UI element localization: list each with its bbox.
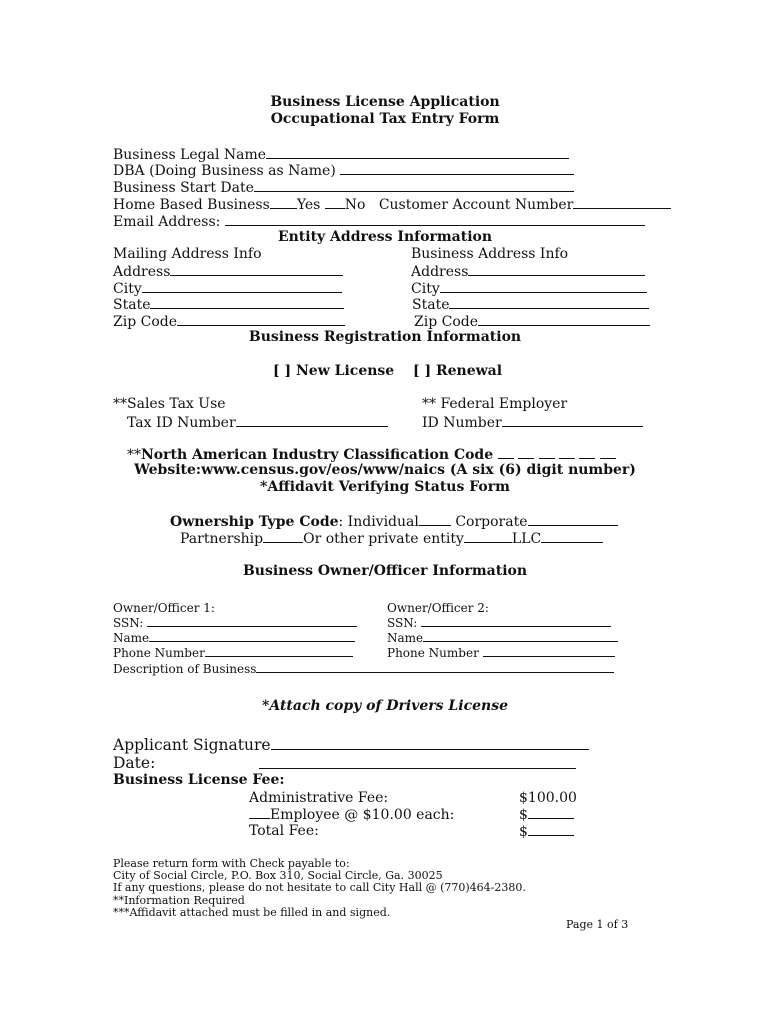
employee-count-field[interactable] (249, 806, 270, 819)
home-based-label: Home Based Business (113, 197, 270, 213)
business-state-row (412, 296, 649, 314)
total-fee-field[interactable] (528, 823, 574, 836)
home-based-yes-field[interactable] (270, 196, 297, 209)
mailing-city-label: City (113, 281, 142, 297)
date-label: Date: (113, 754, 156, 772)
naics-digit-field[interactable] (579, 446, 595, 459)
naics-prefix: ** (127, 447, 141, 463)
ownership-row-2 (180, 530, 603, 548)
officer2-phone-label: Phone Number (387, 646, 479, 660)
dba-row (113, 162, 574, 180)
page-title: Business License Application (270, 94, 500, 110)
sales-tax-id-field[interactable] (236, 414, 388, 427)
naics-digit-field[interactable] (600, 446, 616, 459)
employee-fee-row (249, 806, 454, 824)
footer-line: ***Affidavit attached must be filled in and signed. (113, 906, 391, 919)
signature-field[interactable] (271, 736, 589, 750)
business-city-label: City (411, 281, 440, 297)
customer-account-label: Customer Account Number (378, 197, 574, 213)
total-fee-label: Total Fee: (249, 823, 319, 839)
business-state-label: State (412, 297, 450, 313)
officer1-name-field[interactable] (149, 631, 355, 642)
officer1-phone-field[interactable] (205, 646, 353, 657)
home-based-no-field[interactable] (325, 196, 345, 209)
officer1-phone-label: Phone Number (113, 646, 205, 660)
business-state-field[interactable] (449, 296, 649, 309)
officer2-ssn-field[interactable] (421, 616, 611, 627)
footer-line: If any questions, please do not hesitate to call City Hall @ (770)464-2380. (113, 881, 526, 894)
dba-field[interactable] (340, 162, 574, 175)
mailing-zip-field[interactable] (177, 313, 345, 326)
business-zip-field[interactable] (478, 313, 650, 326)
mailing-state-label: State (113, 297, 151, 313)
federal-id-field[interactable] (502, 414, 643, 427)
naics-digit-field[interactable] (559, 446, 575, 459)
new-license-checkbox[interactable]: [ ] New License (273, 363, 395, 379)
legal-name-label: Business Legal Name (113, 147, 267, 163)
description-row (113, 662, 614, 677)
officer2-ssn-label: SSN: (387, 616, 418, 630)
llc-label: LLC (511, 531, 542, 547)
mailing-city-field[interactable] (142, 280, 342, 293)
officer2-heading: Owner/Officer 2: (387, 601, 489, 615)
federal-id-row (422, 414, 643, 432)
date-field[interactable] (259, 768, 576, 769)
corporate-label: Corporate (455, 514, 528, 530)
sales-tax-id-label: Tax ID Number (127, 415, 236, 431)
naics-website: Website:www.census.gov/eos/www/naics (A six (6) digit number) (134, 462, 636, 478)
yes-label: Yes (296, 197, 321, 213)
total-fee-amount-row (519, 823, 574, 841)
page-number: Page 1 of 3 (566, 918, 629, 931)
employee-dollar-sign: $ (519, 807, 528, 823)
officers-heading: Business Owner/Officer Information (242, 563, 528, 579)
footer-line: Please return form with Check payable to: (113, 857, 350, 870)
mailing-address-row (113, 263, 343, 281)
affidavit-status-form: *Affidavit Verifying Status Form (260, 479, 510, 495)
dba-label: DBA (Doing Business as Name) (113, 163, 336, 179)
business-city-field[interactable] (440, 280, 647, 293)
mailing-zip-label: Zip Code (113, 314, 178, 330)
no-label: No (344, 197, 366, 213)
partnership-label: Partnership (180, 531, 264, 547)
date-row (113, 754, 155, 772)
naics-digit-field[interactable] (539, 446, 555, 459)
signature-row (113, 736, 589, 754)
renewal-checkbox[interactable]: [ ] Renewal (413, 363, 503, 379)
employee-fee-amount-row (519, 806, 574, 824)
other-entity-field[interactable] (464, 530, 512, 543)
federal-id-label: ID Number (422, 415, 502, 431)
mailing-state-row (113, 296, 344, 314)
admin-fee-label: Administrative Fee: (249, 790, 389, 806)
business-address-field[interactable] (468, 263, 645, 276)
employee-fee-field[interactable] (528, 806, 574, 819)
officer1-heading: Owner/Officer 1: (113, 601, 215, 615)
page-subtitle: Occupational Tax Entry Form (270, 111, 500, 127)
naics-digit-field[interactable] (498, 446, 514, 459)
fee-heading: Business License Fee: (113, 772, 285, 788)
other-entity-label: Or other private entity (303, 531, 464, 547)
footer-line: City of Social Circle, P.O. Box 310, Social Circle, Ga. 30025 (113, 869, 443, 882)
signature-label: Applicant Signature (113, 736, 271, 754)
officer2-phone-row (387, 646, 615, 661)
footer-line: **Information Required (113, 894, 245, 907)
corporate-field[interactable] (528, 513, 618, 526)
business-address-label: Address (411, 264, 469, 280)
start-date-field[interactable] (254, 179, 574, 192)
total-dollar-sign: $ (519, 824, 528, 840)
description-field[interactable] (256, 662, 614, 673)
customer-account-field[interactable] (573, 196, 671, 209)
attach-license-note: *Attach copy of Drivers License (262, 698, 508, 714)
address-heading: Entity Address Information (277, 229, 493, 245)
employee-fee-label: Employee @ $10.00 each: (270, 807, 455, 823)
officer1-ssn-field[interactable] (147, 616, 357, 627)
registration-heading: Business Registration Information (248, 329, 522, 345)
admin-fee-amount: $100.00 (519, 790, 577, 806)
partnership-field[interactable] (263, 530, 303, 543)
officer2-name-row (387, 631, 618, 646)
officer1-phone-row (113, 646, 353, 661)
individual-label: : Individual (338, 514, 419, 530)
email-label: Email Address: (113, 214, 221, 230)
officer1-name-label: Name (113, 631, 150, 645)
individual-field[interactable] (419, 513, 451, 526)
officer1-ssn-label: SSN: (113, 616, 144, 630)
business-address-heading: Business Address Info (411, 246, 569, 262)
start-date-row (113, 179, 574, 197)
business-zip-label: Zip Code (414, 314, 479, 330)
officer2-name-field[interactable] (423, 631, 618, 642)
start-date-label: Business Start Date (113, 180, 254, 196)
business-address-row (411, 263, 645, 281)
mailing-heading: Mailing Address Info (113, 246, 262, 262)
mailing-state-field[interactable] (150, 296, 344, 309)
officer2-phone-field[interactable] (483, 646, 615, 657)
home-based-row (113, 196, 671, 214)
ownership-row (170, 513, 618, 531)
description-label: Description of Business (113, 662, 257, 676)
naics-label: North American Industry Classification Code (141, 447, 494, 463)
officer2-name-label: Name (387, 631, 424, 645)
officer1-name-row (113, 631, 355, 646)
email-field[interactable] (225, 213, 645, 226)
legal-name-field[interactable] (266, 146, 569, 159)
llc-field[interactable] (541, 530, 603, 543)
mailing-address-label: Address (113, 264, 171, 280)
ownership-type-label: Ownership Type Code (170, 514, 339, 530)
sales-tax-id-row (127, 414, 388, 432)
sales-tax-label: **Sales Tax Use (113, 396, 226, 412)
officer1-ssn-row (113, 616, 357, 631)
officer2-ssn-row (387, 616, 611, 631)
federal-employer-label: ** Federal Employer (422, 396, 568, 412)
mailing-address-field[interactable] (170, 263, 343, 276)
naics-digit-field[interactable] (518, 446, 534, 459)
